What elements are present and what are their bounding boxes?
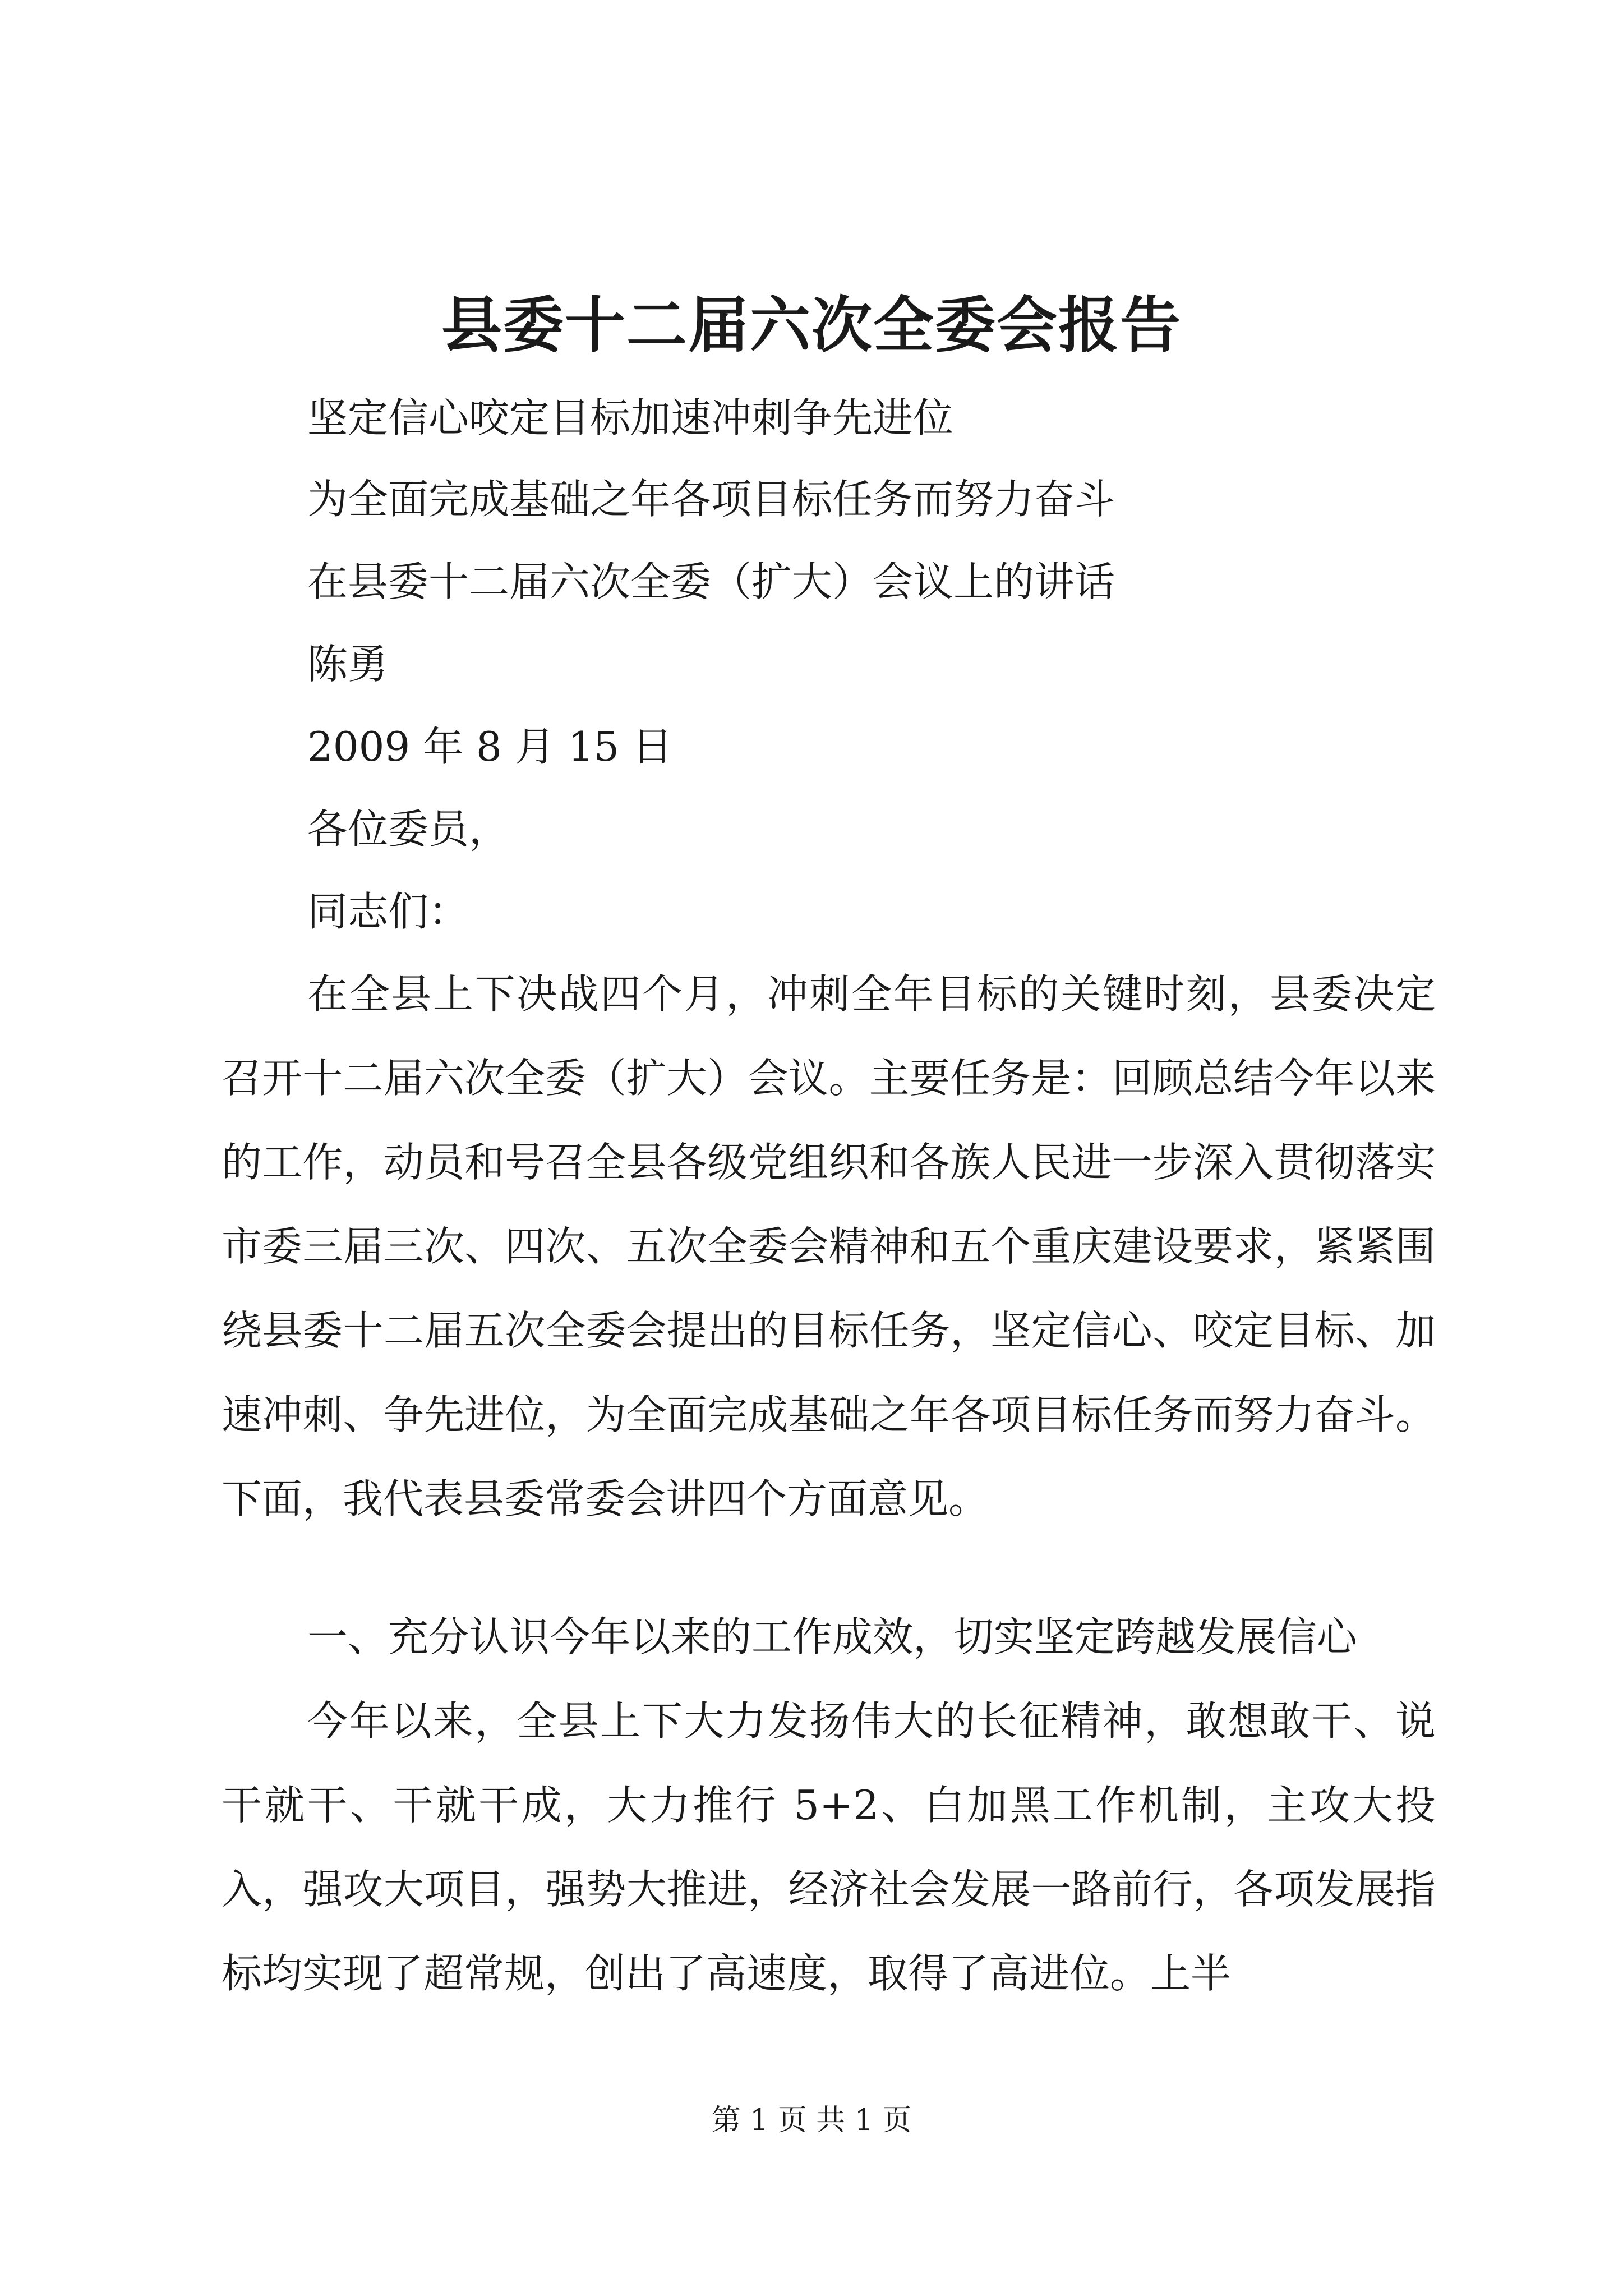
- subtitle-line-2: 为全面完成基础之年各项目标任务而努力奋斗: [307, 476, 1115, 523]
- paragraph-opening: 在全县上下决战四个月，冲刺全年目标的关键时刻，县委决定召开十二届六次全委（扩大）会议。主要任务是：回顾总结今年以来的工作，动员和号召全县各级党组织和各族人民进一步深入贯彻落实市委三届三次、四次、五次全委会精神和五个重庆建设要求，紧紧围绕县委十二届五次全委会提出的目标任务，坚定信心、咬定目标、加速冲刺、争先进位，为全面完成基础之年各项目标任务而努力奋斗。下面，我代表县委常委会讲四个方面意见。: [222, 970, 1436, 1522]
- section-heading-1: 一、充分认识今年以来的工作成效，切实坚定跨越发展信心: [307, 1613, 1358, 1660]
- salutation-members: 各位委员，: [307, 806, 510, 853]
- speech-occasion-line: 在县委十二届六次全委（扩大）会议上的讲话: [307, 558, 1115, 605]
- subtitle-line-1: 坚定信心咬定目标加速冲刺争先进位: [307, 394, 954, 441]
- page-number-footer: 第 1 页 共 1 页: [711, 2104, 912, 2137]
- salutation-comrades: 同志们：: [307, 888, 469, 935]
- speech-date: 2009 年 8 月 15 日: [307, 723, 673, 770]
- document-title: 县委十二届六次全委会报告: [441, 290, 1182, 361]
- paragraph-achievements: 今年以来，全县上下大力发扬伟大的长征精神，敢想敢干、说干就干、干就干成，大力推行 5+2、白加黑工作机制，主攻大投入，强攻大项目，强势大推进，经济社会发展一路前行，各项发展指标均实现了超常规，创出了高速度，取得了高进位。上半: [222, 1697, 1436, 1997]
- speaker-name: 陈勇: [307, 641, 389, 688]
